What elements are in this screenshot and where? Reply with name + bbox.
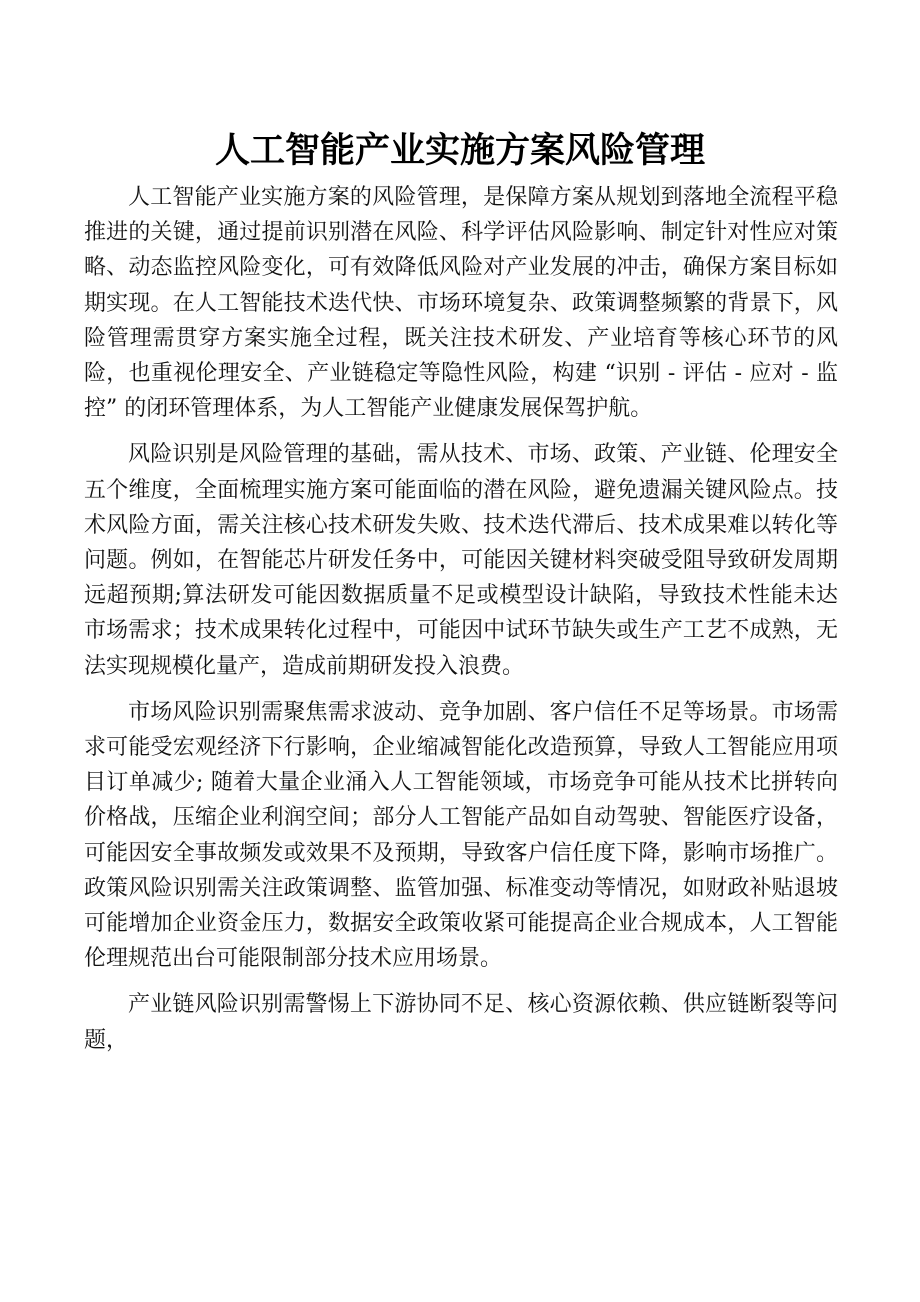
document-body — [84, 180, 838, 1069]
paragraph-market-policy-risk: 市场风险识别需聚焦需求波动、竞争加剧、客户信任不足等场景。市场需求可能受宏观经济下行影响，企业缩减智能化改造预算，导致人工智能应用项目订单减少; 随着大量企业涌入人工智能领域，市场竞争可能从技术比拼转向价格战，压缩企业利润空间；部分人工智能产品如自动驾驶、智能医疗设备，可能因安全事故频发或效果不及预期，导致客户信任度下降，影响市场推广。政策风险识别需关注政策调整、监管加强、标准变动等情况，如财政补贴退坡可能增加企业资金压力，数据安全政策收紧可能提高企业合规成本，人工智能伦理规范出台可能限制部分技术应用场景。 — [84, 699, 838, 972]
paragraph-risk-identification: 风险识别是风险管理的基础，需从技术、市场、政策、产业链、伦理安全五个维度，全面梳理实施方案可能面临的潜在风险，避免遗漏关键风险点。技术风险方面，需关注核心技术研发失败、技术迭代滞后、技术成果难以转化等问题。例如，在智能芯片研发任务中，可能因关键材料突破受阻导致研发周期远超预期;算法研发可能因数据质量不足或模型设计缺陷，导致技术性能未达市场需求；技术成果转化过程中，可能因中试环节缺失或生产工艺不成熟，无法实现规模化量产，造成前期研发投入浪费。 — [84, 442, 838, 679]
document-title: 人工智能产业实施方案风险管理 — [214, 131, 705, 171]
paragraph-supply-chain-risk: 产业链风险识别需警惕上下游协同不足、核心资源依赖、供应链断裂等问题， — [84, 992, 838, 1053]
paragraph-intro: 人工智能产业实施方案的风险管理，是保障方案从规划到落地全流程平稳推进的关键，通过提前识别潜在风险、科学评估风险影响、制定针对性应对策略、动态监控风险变化，可有效降低风险对产业发展的冲击，确保方案目标如期实现。在人工智能技术迭代快、市场环境复杂、政策调整频繁的背景下，风险管理需贯穿方案实施全过程，既关注技术研发、产业培育等核心环节的风险，也重视伦理安全、产业链稳定等隐性风险，构建 “识别 - 评估 - 应对 - 监控” 的闭环管理体系，为人工智能产业健康发展保驾护航。 — [84, 185, 838, 422]
